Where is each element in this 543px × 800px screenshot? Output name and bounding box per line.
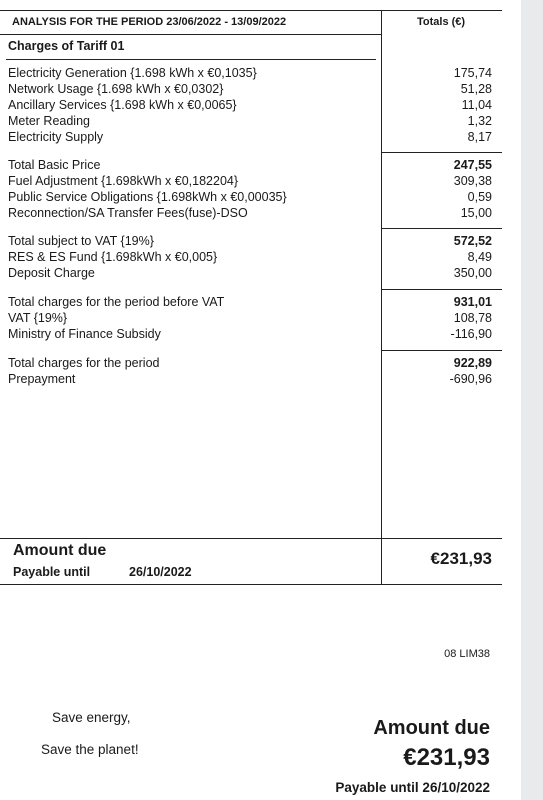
line-item-value: 8,49 <box>467 250 492 264</box>
subtotal-label: Total charges for the period before VAT <box>8 295 225 309</box>
totals-header: Totals (€) <box>417 16 466 28</box>
amount-due-value: €231,93 <box>430 549 492 568</box>
line-item-value: 1,32 <box>467 114 492 128</box>
subtotal-value: 247,55 <box>453 158 492 172</box>
line-item-label: Reconnection/SA Transfer Fees(fuse)-DSO <box>8 206 248 220</box>
reference-code: 08 LIM38 <box>444 648 490 660</box>
payable-until-date: 26/10/2022 <box>129 565 192 579</box>
amount-due-bottom-border <box>0 584 502 585</box>
subtotal-label: Total subject to VAT {19%} <box>8 234 154 248</box>
slogan-line-2: Save the planet! <box>41 742 139 757</box>
header-divider <box>0 34 381 35</box>
subtotal-value: 572,52 <box>453 234 492 248</box>
summary-amount-due-label: Amount due <box>373 717 490 739</box>
line-item-label: Fuel Adjustment {1.698kWh x €0,182204} <box>8 174 239 188</box>
subtotal-value: 931,01 <box>453 295 492 309</box>
amount-due-top-border <box>0 538 502 539</box>
line-item-label: Deposit Charge <box>8 266 95 280</box>
subtotal-divider <box>381 152 502 153</box>
line-item-label: Public Service Obligations {1.698kWh x €0,00035} <box>8 190 287 204</box>
line-item-value: 175,74 <box>453 66 492 80</box>
line-item-label: RES & ES Fund {1.698kWh x €0,005} <box>8 250 218 264</box>
line-item-value: -116,90 <box>450 327 492 341</box>
line-item-label: VAT {19%} <box>8 311 68 325</box>
page-edge-shadow <box>521 0 543 800</box>
line-item-label: Electricity Generation {1.698 kWh x €0,1035} <box>8 66 257 80</box>
summary-amount-due-value: €231,93 <box>403 744 490 771</box>
line-item-label: Meter Reading <box>8 114 90 128</box>
table-top-border <box>0 10 502 11</box>
subtotal-label: Total charges for the period <box>8 356 160 370</box>
title-underline <box>6 59 376 60</box>
line-item-value: 350,00 <box>453 266 492 280</box>
charges-analysis-table <box>0 10 502 585</box>
period-header: ANALYSIS FOR THE PERIOD 23/06/2022 - 13/09/2022 <box>12 16 287 28</box>
line-item-label: Network Usage {1.698 kWh x €0,0302} <box>8 82 224 96</box>
line-item-value: 8,17 <box>467 130 492 144</box>
slogan-line-1: Save energy, <box>52 710 131 725</box>
totals-column-divider <box>381 10 382 585</box>
line-item-value: 15,00 <box>460 206 492 220</box>
line-item-label: Electricity Supply <box>8 130 104 144</box>
line-item-value: 309,38 <box>453 174 492 188</box>
line-item-value: 108,78 <box>453 311 492 325</box>
line-item-label: Ancillary Services {1.698 kWh x €0,0065} <box>8 98 237 112</box>
line-item-value: -690,96 <box>449 372 492 386</box>
subtotal-value: 922,89 <box>453 356 492 370</box>
payable-until-label: Payable until <box>13 565 91 579</box>
line-item-label: Prepayment <box>8 372 76 386</box>
line-item-value: 11,04 <box>461 98 492 112</box>
subtotal-label: Total Basic Price <box>8 158 101 172</box>
amount-due-label: Amount due <box>13 542 107 559</box>
line-item-value: 51,28 <box>460 82 492 96</box>
subtotal-divider <box>381 350 502 351</box>
summary-payable-until: Payable until 26/10/2022 <box>335 780 490 795</box>
line-item-value: 0,59 <box>467 190 492 204</box>
subtotal-divider <box>381 289 502 290</box>
subtotal-divider <box>381 228 502 229</box>
line-item-label: Ministry of Finance Subsidy <box>8 327 161 341</box>
tariff-title: Charges of Tariff 01 <box>8 39 125 53</box>
